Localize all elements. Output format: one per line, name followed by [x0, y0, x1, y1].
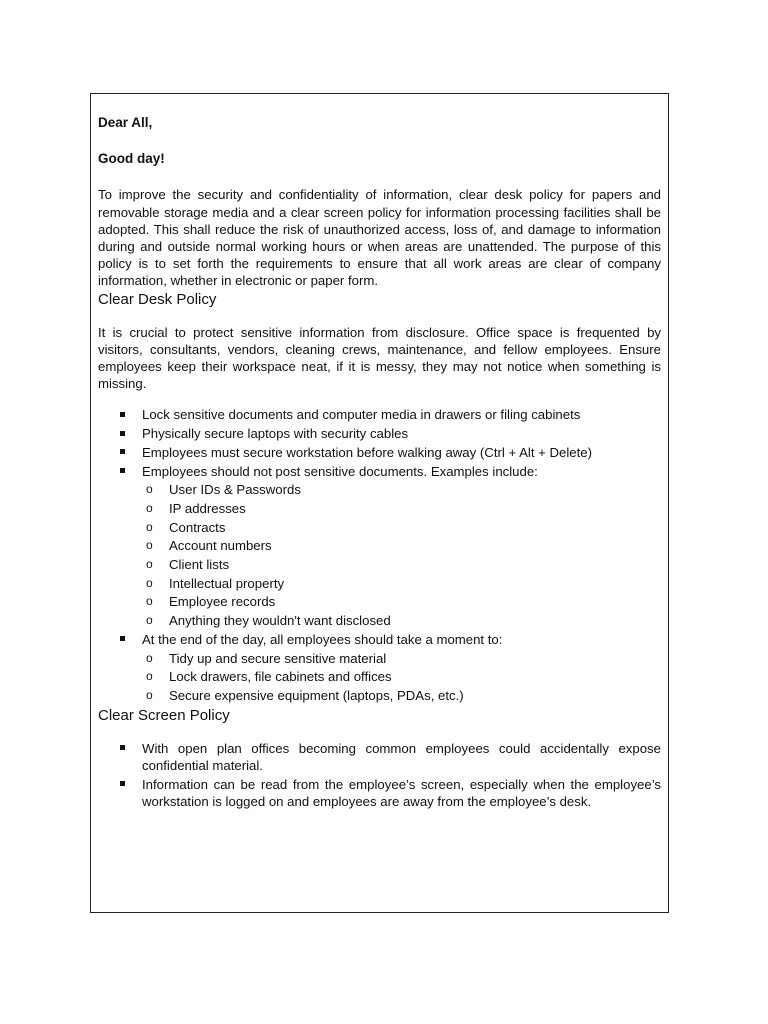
clear-desk-list: [98, 406, 661, 704]
intro-paragraph: To improve the security and confidentiality of information, clear desk policy for papers and removable storage media and a clear screen policy for information processing facilities shall be adopted. This shall reduce the risk of unauthorized access, loss of, and damage to information during and outside normal working hours or when areas are unattended. The purpose of this policy is to set forth the requirements to ensure that all work areas are clear of company information, whether in electronic or paper form.: [98, 187, 661, 289]
sublist-item-text: Tidy up and secure sensitive material: [169, 650, 387, 666]
circle-bullet-icon: o: [146, 669, 153, 684]
examples-sublist: [142, 481, 661, 629]
square-bullet-icon: [120, 636, 125, 641]
list-item-text: At the end of the day, all employees should take a moment to:: [142, 631, 503, 647]
list-item-text: Lock sensitive documents and computer media in drawers or filing cabinets: [142, 407, 581, 423]
list-item: [142, 740, 661, 774]
list-item-text: Employees should not post sensitive documents. Examples include:: [142, 463, 538, 479]
square-bullet-icon: [120, 431, 125, 436]
list-item: [142, 406, 661, 423]
sublist-item-text: Employee records: [169, 594, 276, 610]
list-item-text: Information can be read from the employee’s screen, especially when the employee’s workstation is logged on and employees are away from the employee’s desk.: [142, 776, 661, 809]
sublist-item: [146, 575, 661, 592]
sublist-item: [146, 668, 661, 685]
sublist-item: [146, 537, 661, 554]
sublist-item: [146, 481, 661, 498]
list-item-text: Physically secure laptops with security cables: [142, 426, 409, 442]
square-bullet-icon: [120, 449, 125, 454]
list-item: [142, 425, 661, 442]
sublist-item: [146, 500, 661, 517]
square-bullet-icon: [120, 745, 125, 750]
sublist-item: [146, 687, 661, 704]
circle-bullet-icon: o: [146, 538, 153, 553]
list-item-text: Employees must secure workstation before walking away (Ctrl + Alt + Delete): [142, 444, 593, 460]
circle-bullet-icon: o: [146, 594, 153, 609]
sublist-item-text: Account numbers: [169, 538, 272, 554]
square-bullet-icon: [120, 412, 125, 417]
sublist-item: [146, 650, 661, 667]
square-bullet-icon: [120, 781, 125, 786]
list-item: [142, 776, 661, 810]
circle-bullet-icon: o: [146, 557, 153, 572]
sublist-item: [146, 556, 661, 573]
circle-bullet-icon: o: [146, 482, 153, 497]
list-item: [142, 463, 661, 630]
clear-screen-heading: Clear Screen Policy: [98, 706, 230, 724]
circle-bullet-icon: o: [146, 575, 153, 590]
circle-bullet-icon: o: [146, 687, 153, 702]
salutation: Dear All,: [98, 115, 153, 130]
square-bullet-icon: [120, 468, 125, 473]
clear-screen-list: [98, 740, 661, 810]
end-of-day-sublist: [142, 650, 661, 705]
sublist-item: [146, 519, 661, 536]
sublist-item-text: Client lists: [169, 557, 230, 573]
greeting: Good day!: [98, 151, 165, 167]
sublist-item: [146, 593, 661, 610]
sublist-item-text: User IDs & Passwords: [169, 482, 301, 498]
sublist-item-text: Intellectual property: [169, 575, 285, 591]
list-item: [142, 631, 661, 704]
sublist-item: [146, 612, 661, 629]
circle-bullet-icon: o: [146, 650, 153, 665]
sublist-item-text: Secure expensive equipment (laptops, PDAs, etc.): [169, 687, 464, 703]
list-item: [142, 444, 661, 461]
sublist-item-text: Contracts: [169, 519, 226, 535]
circle-bullet-icon: o: [146, 613, 153, 628]
circle-bullet-icon: o: [146, 519, 153, 534]
clear-desk-intro: It is crucial to protect sensitive information from disclosure. Office space is frequented by visitors, consultants, vendors, cleaning crews, maintenance, and fellow employees. Ensure employees keep their workspace neat, if it is messy, they may not notice when something is missing.: [98, 324, 661, 392]
sublist-item-text: Lock drawers, file cabinets and offices: [169, 669, 392, 685]
circle-bullet-icon: o: [146, 500, 153, 515]
document-page: [90, 93, 669, 913]
list-item-text: With open plan offices becoming common employees could accidentally expose confidential material.: [142, 740, 661, 773]
clear-desk-heading: Clear Desk Policy: [98, 290, 217, 308]
sublist-item-text: Anything they wouldn't want disclosed: [169, 613, 391, 629]
sublist-item-text: IP addresses: [169, 500, 246, 516]
